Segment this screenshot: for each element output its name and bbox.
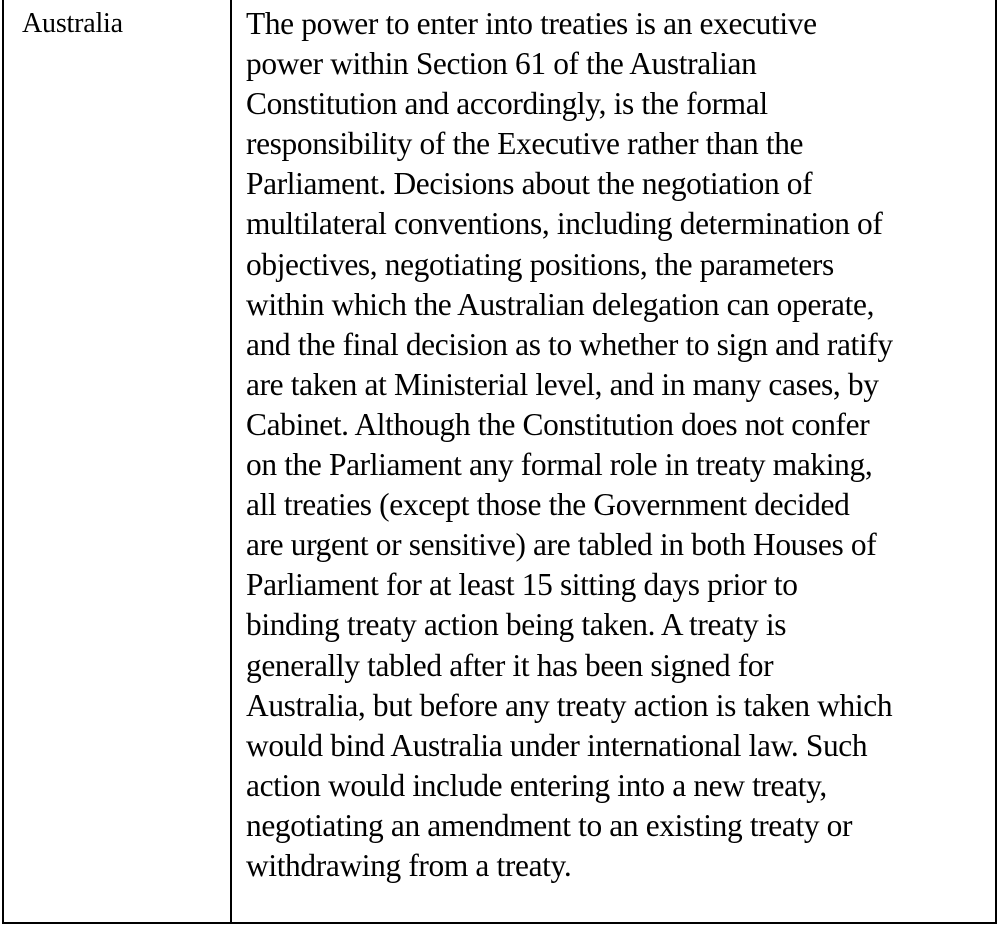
table-row bbox=[3, 0, 996, 923]
treaty-description: The power to enter into treaties is an executive power within Section 61 of the Australian Constitution and accordingly, is the formal responsibility of the Executive rather than the Parliament. Decisions about the negotiation of multilateral conventions, including determination of objectives, negotiating positions, the parameters within which the Australian delegation can operate, and the final decision as to whether to sign and ratify are taken at Ministerial level, and in many cases, by Cabinet. Although the Constitution does not confer on the Parliament any formal role in treaty making, all treaties (except those the Government decided are urgent or sensitive) are tabled in both Houses of Parliament for at least 15 sitting days prior to binding treaty action being taken. A treaty is generally tabled after it has been signed for Australia, but before any treaty action is taken which would bind Australia under international law. Such action would include entering into a new treaty, negotiating an amendment to an existing treaty or withdrawing from a treaty. bbox=[246, 6, 893, 883]
country-name: Australia bbox=[22, 8, 123, 39]
description-cell bbox=[231, 0, 996, 923]
country-cell bbox=[3, 0, 231, 923]
document-table bbox=[2, 0, 997, 924]
